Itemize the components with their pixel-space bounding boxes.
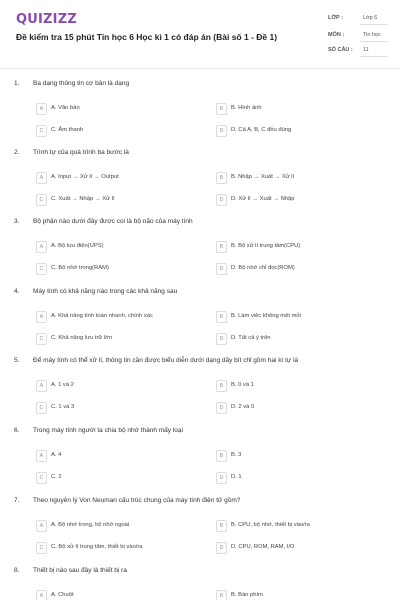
option-letter-box: D <box>216 125 227 137</box>
option-letter-box: B <box>216 103 227 115</box>
option-letter-box: B <box>216 311 227 323</box>
option-text: D. Cả A, B, C đều đúng <box>231 127 292 133</box>
option-text: B. Hình ảnh <box>231 105 262 111</box>
question-number: 8. <box>14 567 20 574</box>
option-b[interactable] <box>216 311 366 323</box>
question-number: 3. <box>14 218 20 225</box>
option-letter-box: D <box>216 472 227 484</box>
question-text: Ba dạng thông tin cơ bản là dạng <box>33 80 130 87</box>
option-d[interactable] <box>216 402 366 414</box>
option-text: B. Nhập → Xuất → Xử lí <box>231 174 295 180</box>
question-1 <box>0 80 400 150</box>
option-c[interactable] <box>36 472 186 484</box>
subject-value: Tin học <box>363 32 381 38</box>
option-c[interactable] <box>36 333 186 345</box>
option-b[interactable] <box>216 380 366 392</box>
option-text: C. Bộ nhớ trong(RAM) <box>51 265 109 271</box>
option-d[interactable] <box>216 263 366 275</box>
option-text: A. Chuột <box>51 592 74 598</box>
option-text: C. 1 và 3 <box>51 404 75 410</box>
question-number: 2. <box>14 149 20 156</box>
question-text: Theo nguyên lý Von Neuman cấu trúc chung của máy tính điện tử gồm? <box>33 497 241 504</box>
question-text: Thiết bị nào sau đây là thiết bị ra <box>33 567 127 574</box>
question-3 <box>0 218 400 288</box>
option-text: B. Làm việc không mệt mỏi <box>231 313 301 319</box>
question-7 <box>0 497 400 567</box>
header-divider <box>0 68 400 69</box>
question-8 <box>0 567 400 600</box>
option-letter-box: A <box>36 520 47 532</box>
question-text: Máy tính có khả năng nào trong các khả năng sau <box>33 288 178 295</box>
option-text: A. 1 và 2 <box>51 382 74 388</box>
option-c[interactable] <box>36 125 186 137</box>
option-c[interactable] <box>36 542 186 554</box>
option-text: C. Âm thanh <box>51 127 84 133</box>
option-text: A. Bộ lưu điện(UPS) <box>51 243 104 249</box>
option-text: C. 2 <box>51 474 62 480</box>
option-letter-box: B <box>216 172 227 184</box>
question-5 <box>0 357 400 427</box>
option-a[interactable] <box>36 380 186 392</box>
option-letter-box: C <box>36 333 47 345</box>
option-a[interactable] <box>36 590 186 600</box>
option-text: C. Xuất → Nhập → Xử lí <box>51 196 115 202</box>
option-text: A. Bộ nhớ trong, bộ nhớ ngoài <box>51 522 130 528</box>
option-text: C. Khả năng lưu trữ lớn <box>51 335 113 341</box>
option-letter-box: D <box>216 402 227 414</box>
option-letter-box: D <box>216 333 227 345</box>
question-number: 7. <box>14 497 20 504</box>
option-a[interactable] <box>36 172 186 184</box>
option-letter-box: A <box>36 172 47 184</box>
option-b[interactable] <box>216 172 366 184</box>
grade-value: Lớp 6 <box>363 15 378 21</box>
option-a[interactable] <box>36 311 186 323</box>
option-a[interactable] <box>36 520 186 532</box>
option-text: D. Tất cả ý trên <box>231 335 271 341</box>
question-count-label: SỐ CÂU : <box>328 47 353 53</box>
option-letter-box: A <box>36 450 47 462</box>
option-b[interactable] <box>216 241 366 253</box>
option-text: A. Khả năng tính toán nhanh, chính xác <box>51 313 153 319</box>
question-number: 4. <box>14 288 20 295</box>
option-text: C. Bộ xử lí trung tâm, thiết bị vào/ra <box>51 544 143 550</box>
worksheet-title: Đề kiểm tra 15 phút Tin học 6 Học kì 1 có đáp án (Bài số 1 - Đề 1) <box>16 32 278 42</box>
option-c[interactable] <box>36 263 186 275</box>
option-d[interactable] <box>216 333 366 345</box>
option-d[interactable] <box>216 194 366 206</box>
question-6 <box>0 427 400 497</box>
option-d[interactable] <box>216 472 366 484</box>
option-text: A. Input → Xử lí → Output <box>51 174 119 180</box>
option-letter-box: D <box>216 194 227 206</box>
option-c[interactable] <box>36 402 186 414</box>
question-number: 5. <box>14 357 20 364</box>
option-text: B. Bàn phím <box>231 592 263 598</box>
question-4 <box>0 288 400 358</box>
option-b[interactable] <box>216 520 366 532</box>
option-b[interactable] <box>216 590 366 600</box>
option-a[interactable] <box>36 103 186 115</box>
question-number: 1. <box>14 80 20 87</box>
option-text: B. Bộ xử lí trung tâm(CPU) <box>231 243 301 249</box>
option-letter-box: D <box>216 263 227 275</box>
option-text: B. 3 <box>231 452 242 458</box>
option-letter-box: C <box>36 402 47 414</box>
option-a[interactable] <box>36 450 186 462</box>
option-letter-box: B <box>216 241 227 253</box>
option-text: B. 0 và 1 <box>231 382 254 388</box>
option-text: A. 4 <box>51 452 62 458</box>
option-text: D. Bộ nhớ chỉ đọc(ROM) <box>231 265 295 271</box>
option-letter-box: C <box>36 194 47 206</box>
page-header <box>0 0 400 68</box>
option-letter-box: A <box>36 103 47 115</box>
option-d[interactable] <box>216 542 366 554</box>
subject-label: MÔN : <box>328 32 345 38</box>
option-text: B. CPU, bộ nhớ, thiết bị vào/ra <box>231 522 310 528</box>
question-number: 6. <box>14 427 20 434</box>
option-text: D. 2 và 0 <box>231 404 255 410</box>
option-letter-box: A <box>36 241 47 253</box>
option-letter-box: C <box>36 263 47 275</box>
option-letter-box: A <box>36 380 47 392</box>
question-count-value: 11 <box>363 47 369 53</box>
question-2 <box>0 149 400 219</box>
option-d[interactable] <box>216 125 366 137</box>
question-text: Để máy tính có thể xử lí, thông tin cần được biểu diễn dưới dạng dãy bít chỉ gồm hai kí tự là <box>33 357 299 364</box>
option-letter-box: B <box>216 590 227 600</box>
option-letter-box: C <box>36 472 47 484</box>
option-letter-box: B <box>216 520 227 532</box>
option-text: D. 1 <box>231 474 242 480</box>
option-text: D. Xử lí → Xuất → Nhập <box>231 196 295 202</box>
option-letter-box: C <box>36 542 47 554</box>
grade-underline <box>360 24 388 25</box>
option-b[interactable] <box>216 450 366 462</box>
option-letter-box: B <box>216 380 227 392</box>
grade-label: LỚP : <box>328 15 343 21</box>
option-c[interactable] <box>36 194 186 206</box>
question-text: Trình tự của quá trình ba bước là <box>33 149 129 156</box>
option-text: A. Văn bản <box>51 105 80 111</box>
option-letter-box: A <box>36 590 47 600</box>
question-text: Bộ phận nào dưới đây được coi là bộ não của máy tính <box>33 218 193 225</box>
subject-underline <box>360 41 388 42</box>
question-text: Trong máy tính người ta chia bộ nhớ thành mấy loại <box>33 427 183 434</box>
question-count-underline <box>360 56 388 57</box>
option-b[interactable] <box>216 103 366 115</box>
option-letter-box: D <box>216 542 227 554</box>
option-a[interactable] <box>36 241 186 253</box>
quizizz-logo: QUIZIZZ <box>16 12 77 27</box>
option-letter-box: B <box>216 450 227 462</box>
option-text: D. CPU, ROM, RAM, I/O <box>231 544 295 550</box>
option-letter-box: A <box>36 311 47 323</box>
option-letter-box: C <box>36 125 47 137</box>
